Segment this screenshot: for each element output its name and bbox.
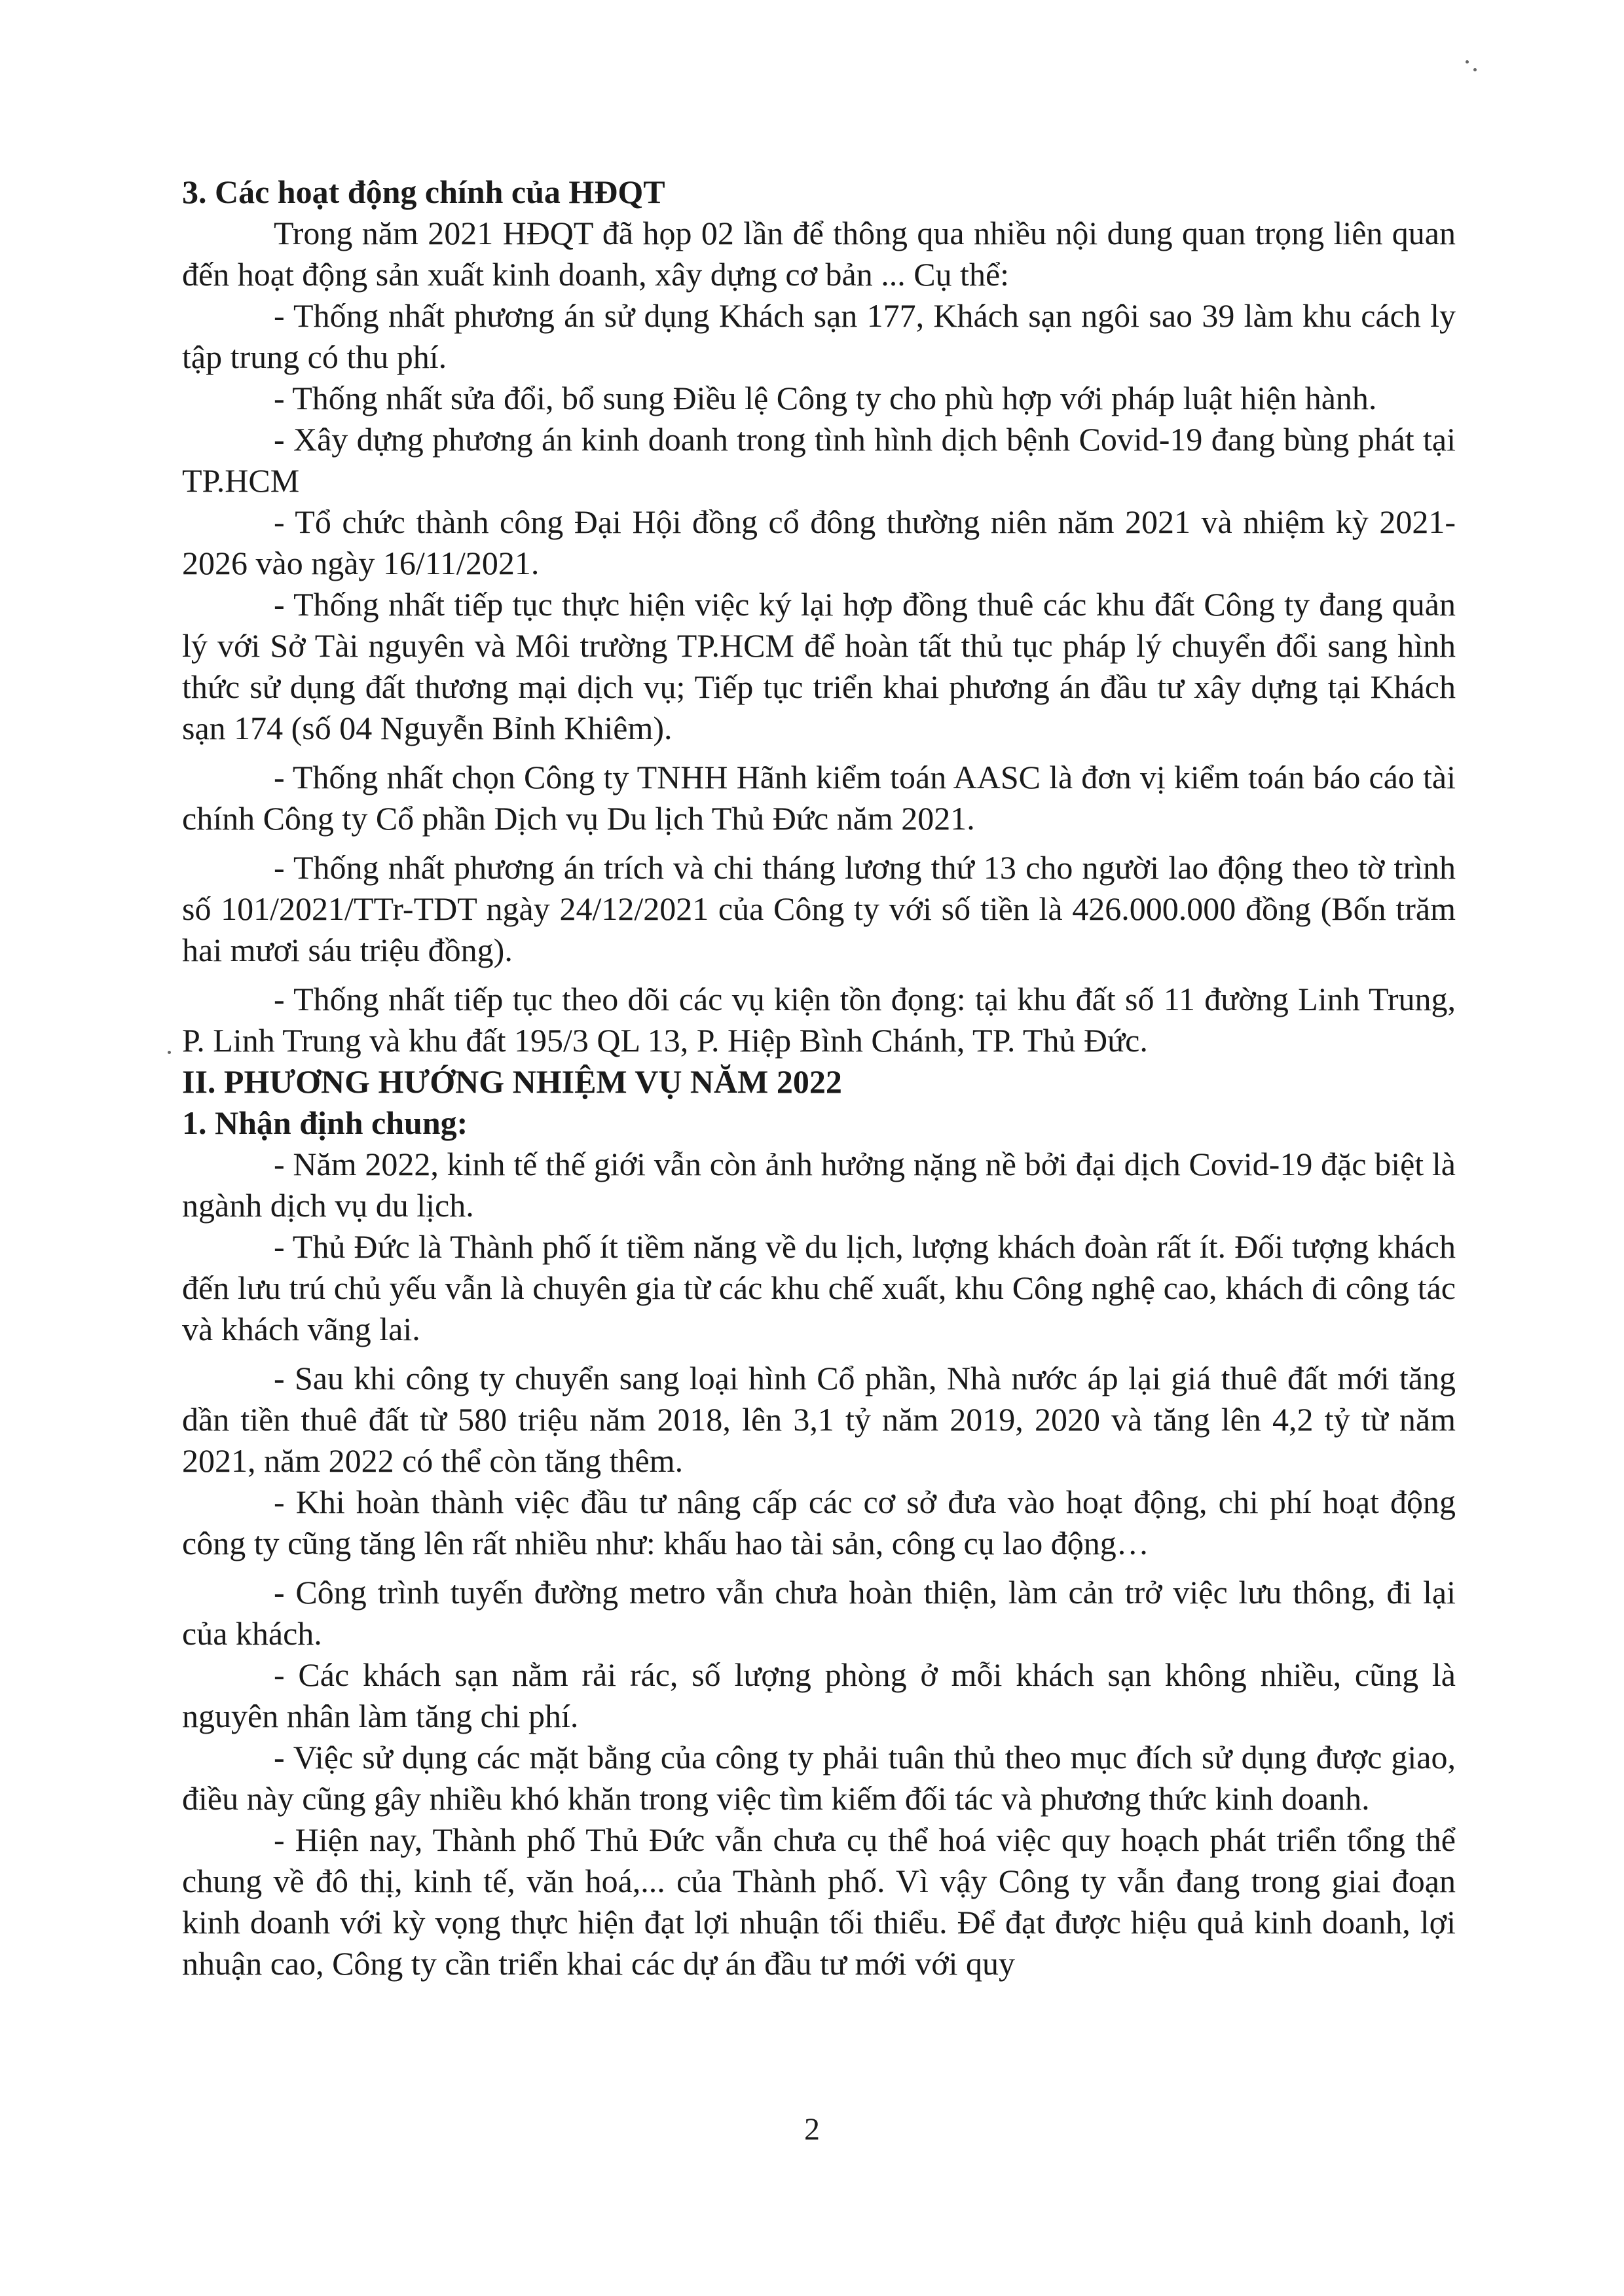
section-heading-board-activities: 3. Các hoạt động chính của HĐQT — [182, 173, 665, 210]
scan-speck — [1466, 60, 1469, 64]
bullet-paragraph: - Sau khi công ty chuyển sang loại hình Cổ phần, Nhà nước áp lại giá thuê đất mới tăng dần tiền thuê đất từ 580 triệu năm 2018, lên 3,1 tỷ năm 2019, 2020 và tăng lên 4,2 tỷ từ năm 2021, năm 2022 có thể còn tăng thêm. — [182, 1360, 1456, 1479]
bullet-paragraph: - Năm 2022, kinh tế thế giới vẫn còn ảnh hưởng nặng nề bởi đại dịch Covid-19 đặc biệt là ngành dịch vụ du lịch. — [182, 1146, 1456, 1224]
bullet-paragraph: - Thống nhất phương án trích và chi tháng lương thứ 13 cho người lao động theo tờ trình số 101/2021/TTr-TDT ngày 24/12/2021 của Công ty với số tiền là 426.000.000 đồng (Bốn trăm hai mươi sáu triệu đồng). — [182, 849, 1456, 968]
part-heading-direction-2022: II. PHƯƠNG HƯỚNG NHIỆM VỤ NĂM 2022 — [182, 1063, 842, 1100]
page-number: 2 — [804, 2112, 820, 2147]
bullet-paragraph: - Thống nhất tiếp tục thực hiện việc ký lại hợp đồng thuê các khu đất Công ty đang quản lý với Sở Tài nguyên và Môi trường TP.HCM để hoàn tất thủ tục pháp lý chuyển đổi sang hình thức sử dụng đất thương mại dịch vụ; Tiếp tục triển khai phương án đầu tư xây dựng tại Khách sạn 174 (số 04 Nguyễn Bỉnh Khiêm). — [182, 586, 1456, 746]
scan-speck — [1473, 68, 1477, 71]
bullet-paragraph: - Thống nhất sửa đổi, bổ sung Điều lệ Công ty cho phù hợp với pháp luật hiện hành. — [274, 380, 1377, 416]
scan-speck — [168, 1051, 171, 1054]
paragraph: Trong năm 2021 HĐQT đã họp 02 lần để thông qua nhiều nội dung quan trọng liên quan đến hoạt động sản xuất kinh doanh, xây dựng cơ bản ... Cụ thể: — [182, 215, 1456, 293]
bullet-paragraph: - Thống nhất chọn Công ty TNHH Hãnh kiểm toán AASC là đơn vị kiểm toán báo cáo tài chính Công ty Cổ phần Dịch vụ Du lịch Thủ Đức năm 2021. — [182, 759, 1456, 837]
bullet-paragraph: - Thống nhất tiếp tục theo dõi các vụ kiện tồn đọng: tại khu đất số 11 đường Linh Trung, P. Linh Trung và khu đất 195/3 QL 13, P. Hiệp Bình Chánh, TP. Thủ Đức. — [182, 981, 1456, 1059]
bullet-paragraph: - Công trình tuyến đường metro vẫn chưa hoàn thiện, làm cản trở việc lưu thông, đi lại của khách. — [182, 1574, 1456, 1652]
bullet-paragraph: - Các khách sạn nằm rải rác, số lượng phòng ở mỗi khách sạn không nhiều, cũng là nguyên nhân làm tăng chi phí. — [182, 1656, 1456, 1734]
section-heading-general-assessment: 1. Nhận định chung: — [182, 1104, 468, 1141]
bullet-paragraph: - Thống nhất phương án sử dụng Khách sạn 177, Khách sạn ngôi sao 39 làm khu cách ly tập trung có thu phí. — [182, 297, 1456, 375]
bullet-paragraph: - Hiện nay, Thành phố Thủ Đức vẫn chưa cụ thể hoá việc quy hoạch phát triển tổng thể chung về đô thị, kinh tế, văn hoá,... của Thành phố. Vì vậy Công ty vẫn đang trong giai đoạn kinh doanh với kỳ vọng thực hiện đạt lợi nhuận tối thiểu. Để đạt được hiệu quả kinh doanh, lợi nhuận cao, Công ty cần triển khai các dự án đầu tư mới với quy — [182, 1821, 1456, 1982]
bullet-paragraph: - Thủ Đức là Thành phố ít tiềm năng về du lịch, lượng khách đoàn rất ít. Đối tượng khách đến lưu trú chủ yếu vẫn là chuyên gia từ các khu chế xuất, khu Công nghệ cao, khách đi công tác và khách vãng lai. — [182, 1228, 1456, 1347]
document-body — [182, 172, 1456, 1984]
bullet-paragraph: - Tổ chức thành công Đại Hội đồng cổ đông thường niên năm 2021 và nhiệm kỳ 2021-2026 vào ngày 16/11/2021. — [182, 503, 1456, 581]
bullet-paragraph: - Xây dựng phương án kinh doanh trong tình hình dịch bệnh Covid-19 đang bùng phát tại TP.HCM — [182, 421, 1456, 499]
bullet-paragraph: - Khi hoàn thành việc đầu tư nâng cấp các cơ sở đưa vào hoạt động, chi phí hoạt động công ty cũng tăng lên rất nhiều như: khấu hao tài sản, công cụ lao động… — [182, 1484, 1456, 1561]
bullet-paragraph: - Việc sử dụng các mặt bằng của công ty phải tuân thủ theo mục đích sử dụng được giao, điều này cũng gây nhiều khó khăn trong việc tìm kiếm đối tác và phương thức kinh doanh. — [182, 1739, 1456, 1817]
